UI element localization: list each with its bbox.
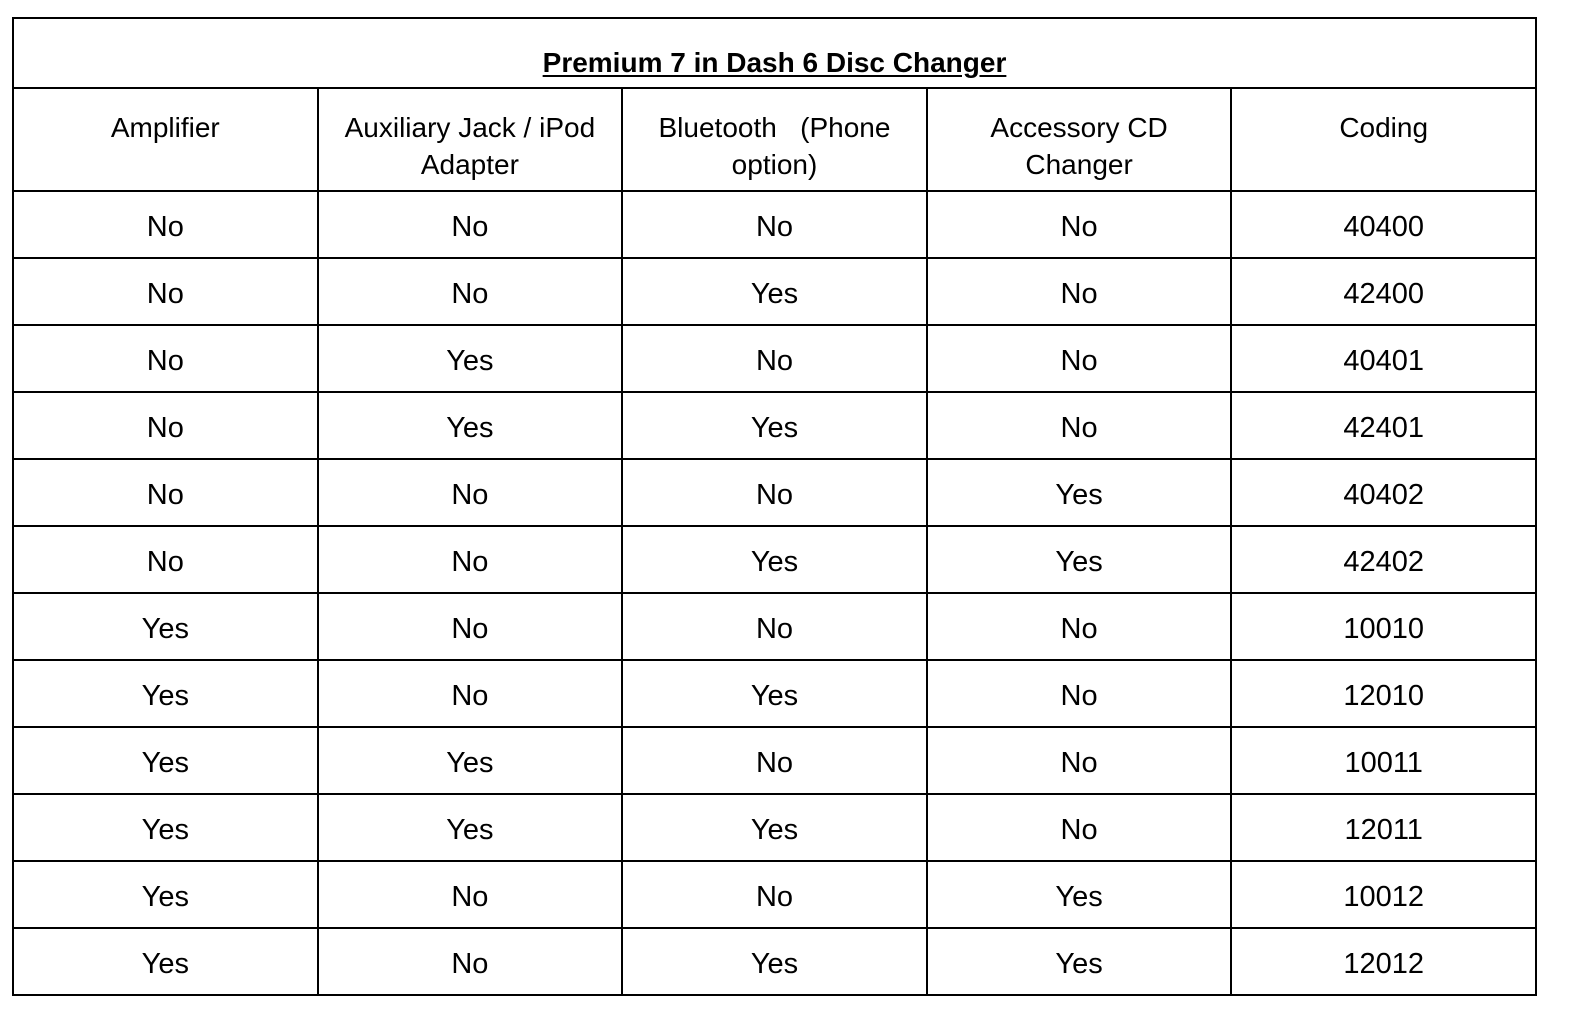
cell-auxiliary-jack: Yes	[318, 727, 623, 794]
table-row	[13, 459, 1536, 526]
cell-coding: 42400	[1231, 258, 1536, 325]
cell-coding: 42401	[1231, 392, 1536, 459]
cell-bluetooth: No	[622, 593, 927, 660]
cell-auxiliary-jack: Yes	[318, 392, 623, 459]
cell-accessory-cd-changer: No	[927, 593, 1232, 660]
cell-accessory-cd-changer: Yes	[927, 928, 1232, 995]
cell-auxiliary-jack: No	[318, 660, 623, 727]
cell-accessory-cd-changer: No	[927, 258, 1232, 325]
cell-amplifier: No	[13, 258, 318, 325]
cell-coding: 12011	[1231, 794, 1536, 861]
cell-bluetooth: No	[622, 325, 927, 392]
cell-coding: 40402	[1231, 459, 1536, 526]
table-row	[13, 727, 1536, 794]
cell-bluetooth: Yes	[622, 660, 927, 727]
cell-amplifier: Yes	[13, 861, 318, 928]
table-row	[13, 392, 1536, 459]
cell-amplifier: No	[13, 526, 318, 593]
header-amplifier: Amplifier	[13, 88, 318, 191]
header-coding: Coding	[1231, 88, 1536, 191]
coding-table-container	[12, 17, 1537, 996]
cell-auxiliary-jack: No	[318, 258, 623, 325]
cell-accessory-cd-changer: No	[927, 660, 1232, 727]
coding-table	[12, 17, 1537, 996]
cell-bluetooth: No	[622, 191, 927, 258]
cell-auxiliary-jack: No	[318, 459, 623, 526]
table-row	[13, 593, 1536, 660]
table-title: Premium 7 in Dash 6 Disc Changer	[542, 47, 1007, 78]
cell-bluetooth: Yes	[622, 258, 927, 325]
table-row	[13, 660, 1536, 727]
cell-coding: 40401	[1231, 325, 1536, 392]
table-row	[13, 526, 1536, 593]
cell-coding: 10011	[1231, 727, 1536, 794]
header-row	[13, 88, 1536, 191]
cell-auxiliary-jack: No	[318, 861, 623, 928]
header-bluetooth: Bluetooth (Phone option)	[622, 88, 927, 191]
cell-auxiliary-jack: No	[318, 526, 623, 593]
cell-accessory-cd-changer: No	[927, 727, 1232, 794]
cell-accessory-cd-changer: Yes	[927, 526, 1232, 593]
cell-bluetooth: Yes	[622, 928, 927, 995]
cell-accessory-cd-changer: No	[927, 392, 1232, 459]
cell-bluetooth: Yes	[622, 392, 927, 459]
cell-coding: 10010	[1231, 593, 1536, 660]
cell-amplifier: Yes	[13, 593, 318, 660]
cell-amplifier: No	[13, 392, 318, 459]
title-row	[13, 18, 1536, 88]
cell-coding: 10012	[1231, 861, 1536, 928]
cell-auxiliary-jack: No	[318, 191, 623, 258]
cell-bluetooth: No	[622, 861, 927, 928]
cell-bluetooth: Yes	[622, 526, 927, 593]
cell-auxiliary-jack: Yes	[318, 794, 623, 861]
table-row	[13, 861, 1536, 928]
cell-bluetooth: No	[622, 459, 927, 526]
table-row	[13, 325, 1536, 392]
cell-accessory-cd-changer: No	[927, 325, 1232, 392]
cell-amplifier: Yes	[13, 794, 318, 861]
header-auxiliary-jack: Auxiliary Jack / iPod Adapter	[318, 88, 623, 191]
table-row	[13, 794, 1536, 861]
cell-accessory-cd-changer: Yes	[927, 459, 1232, 526]
cell-coding: 12010	[1231, 660, 1536, 727]
cell-amplifier: Yes	[13, 660, 318, 727]
cell-coding: 42402	[1231, 526, 1536, 593]
cell-coding: 12012	[1231, 928, 1536, 995]
cell-bluetooth: No	[622, 727, 927, 794]
table-body	[13, 191, 1536, 995]
cell-bluetooth: Yes	[622, 794, 927, 861]
cell-accessory-cd-changer: Yes	[927, 861, 1232, 928]
cell-amplifier: Yes	[13, 727, 318, 794]
table-row	[13, 928, 1536, 995]
cell-amplifier: Yes	[13, 928, 318, 995]
cell-auxiliary-jack: No	[318, 593, 623, 660]
cell-coding: 40400	[1231, 191, 1536, 258]
cell-amplifier: No	[13, 191, 318, 258]
cell-accessory-cd-changer: No	[927, 794, 1232, 861]
cell-accessory-cd-changer: No	[927, 191, 1232, 258]
table-title-cell	[13, 18, 1536, 88]
cell-amplifier: No	[13, 459, 318, 526]
header-accessory-cd-changer: Accessory CD Changer	[927, 88, 1232, 191]
table-row	[13, 258, 1536, 325]
table-row	[13, 191, 1536, 258]
cell-auxiliary-jack: Yes	[318, 325, 623, 392]
cell-auxiliary-jack: No	[318, 928, 623, 995]
cell-amplifier: No	[13, 325, 318, 392]
